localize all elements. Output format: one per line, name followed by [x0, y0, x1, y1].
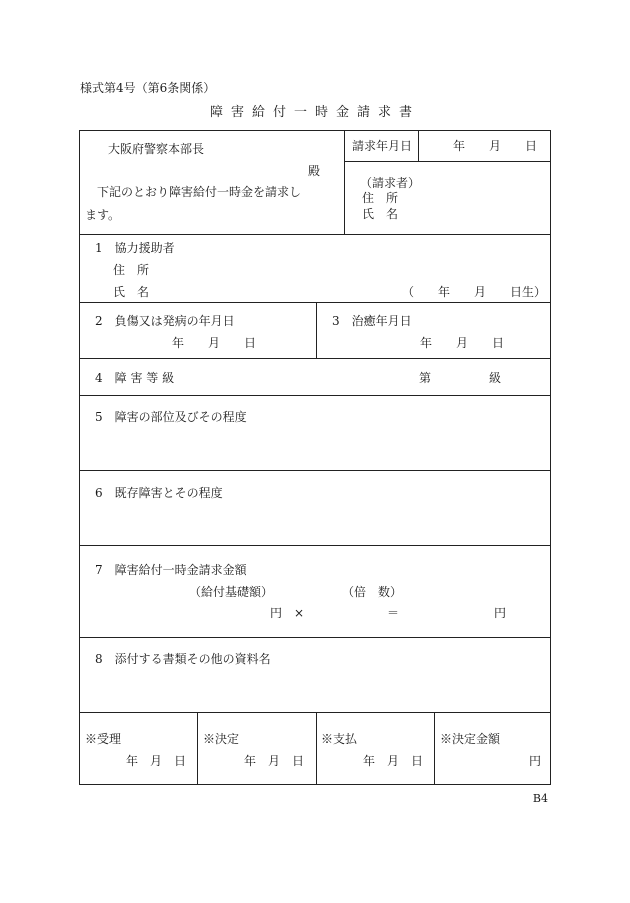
- cooperator-birth-date[interactable]: （ 年 月 日生）: [401, 285, 546, 299]
- honorific: 殿: [308, 164, 321, 178]
- grade-prefix[interactable]: 第: [419, 371, 432, 385]
- claimant-address-label[interactable]: 住 所: [362, 191, 399, 205]
- section-claim-amount-title: 7 障害給付一時金請求金額: [95, 563, 247, 577]
- office-received-date[interactable]: 年 月 日: [125, 754, 186, 768]
- date-row-divider: [344, 161, 551, 162]
- cooperator-address-label[interactable]: 住 所: [113, 263, 150, 277]
- injury-date-value[interactable]: 年 月 日: [172, 336, 257, 350]
- row-divider-1: [80, 234, 551, 235]
- address-block-divider: [344, 131, 345, 234]
- grade-suffix: 級: [489, 371, 502, 385]
- cooperator-name-label[interactable]: 氏 名: [113, 285, 150, 299]
- row-divider-5: [80, 470, 551, 471]
- request-statement-line1: 下記のとおり障害給付一時金を請求し: [97, 185, 302, 199]
- request-date-label: 請求年月日: [352, 139, 413, 153]
- claimant-label: （請求者）: [360, 176, 421, 190]
- section-attachments-title: 8 添付する書類その他の資料名: [95, 652, 271, 666]
- office-amount-label: ※決定金額: [440, 732, 501, 746]
- base-amount-yen[interactable]: 円: [270, 606, 283, 620]
- equals-sign[interactable]: ＝: [387, 606, 400, 620]
- section-recovery-date-title: 3 治癒年月日: [332, 314, 412, 328]
- office-divider-1: [197, 712, 198, 785]
- request-statement-line2: ます。: [85, 208, 121, 222]
- section-existing-disability-title: 6 既存障害とその程度: [95, 486, 223, 500]
- office-payment-date[interactable]: 年 月 日: [362, 754, 423, 768]
- office-decision-label: ※決定: [203, 732, 240, 746]
- claimant-name-label[interactable]: 氏 名: [362, 207, 399, 221]
- request-date-value[interactable]: 年 月 日: [453, 139, 538, 153]
- paper-size-code: B4: [532, 792, 548, 805]
- date-label-divider: [418, 131, 419, 161]
- office-divider-3: [434, 712, 435, 785]
- office-divider-2: [316, 712, 317, 785]
- section-injury-date-title: 2 負傷又は発病の年月日: [95, 314, 235, 328]
- document-title: 障害給付一時金請求書: [209, 105, 420, 120]
- base-amount-label: （給付基礎額）: [189, 585, 274, 599]
- section-disability-grade-title: 4 障 害 等 級: [95, 371, 175, 385]
- row-divider-7: [80, 637, 551, 638]
- form-table: [79, 130, 551, 785]
- section-disability-area-title: 5 障害の部位及びその程度: [95, 410, 247, 424]
- section-cooperator-title: 1 協力援助者: [95, 241, 175, 255]
- form-number: 様式第4号（第6条関係）: [80, 81, 216, 95]
- row-divider-4: [80, 395, 551, 396]
- row-divider-6: [80, 545, 551, 546]
- multiplier-label: （倍 数）: [342, 585, 403, 599]
- recovery-date-value[interactable]: 年 月 日: [420, 336, 505, 350]
- office-received-label: ※受理: [85, 732, 122, 746]
- claim-amount-yen[interactable]: 円: [494, 606, 507, 620]
- office-payment-label: ※支払: [321, 732, 358, 746]
- office-amount-yen[interactable]: 円: [528, 754, 541, 768]
- dates-row-divider: [316, 302, 317, 358]
- office-decision-date[interactable]: 年 月 日: [243, 754, 304, 768]
- row-divider-3: [80, 358, 551, 359]
- recipient: 大阪府警察本部長: [108, 142, 205, 156]
- times-sign: ×: [294, 606, 305, 620]
